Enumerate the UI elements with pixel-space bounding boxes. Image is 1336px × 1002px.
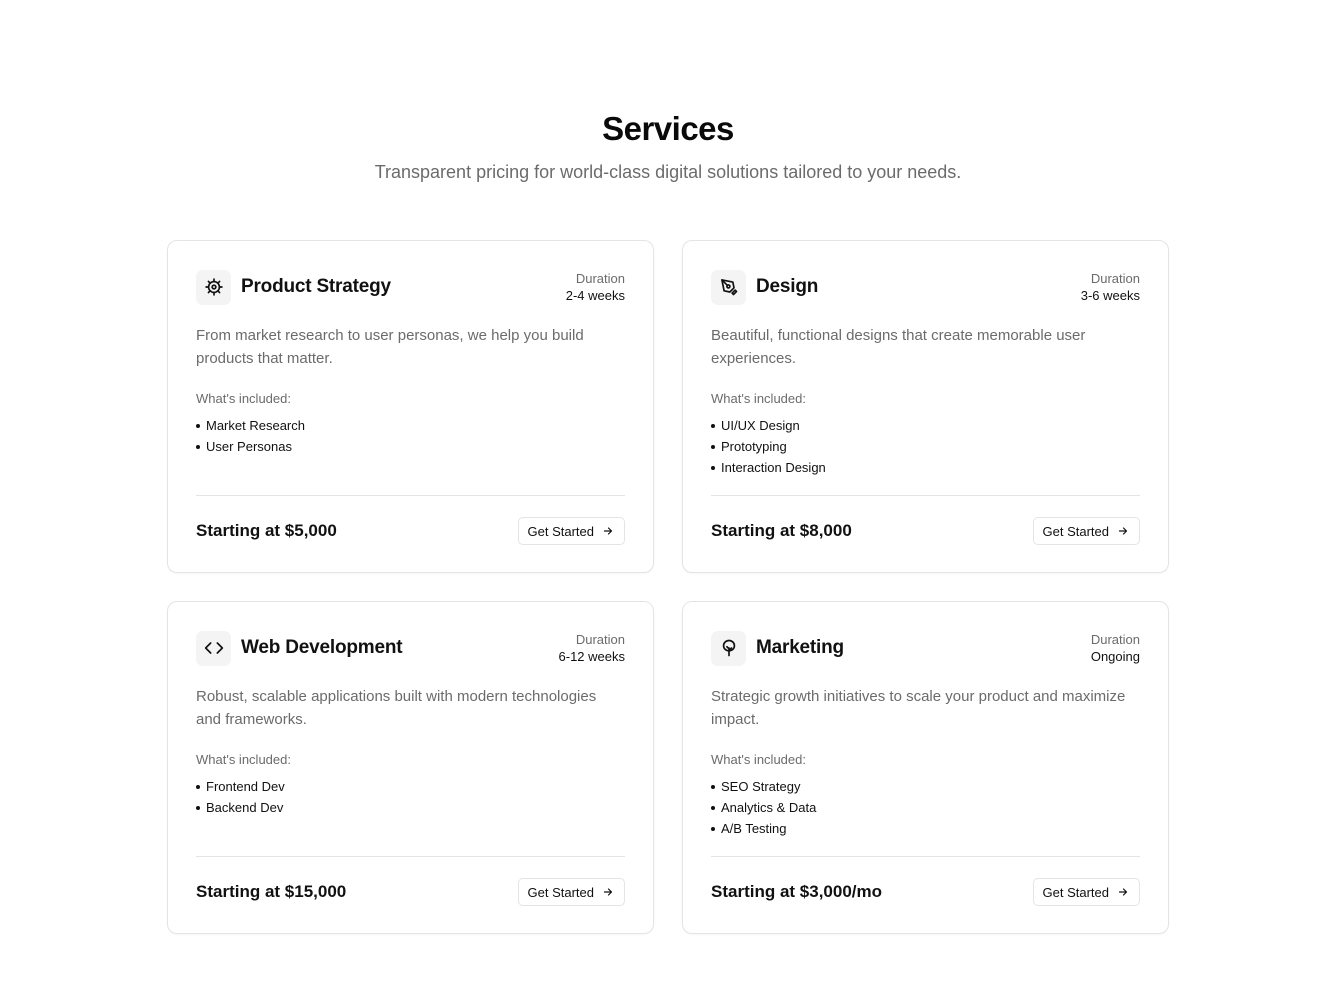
card-header <box>711 630 1140 666</box>
card-title: Marketing <box>756 637 844 658</box>
get-started-button[interactable] <box>1033 878 1140 906</box>
get-started-button[interactable] <box>518 517 625 545</box>
duration-block <box>1081 270 1140 304</box>
card-description: From market research to user personas, we help you build products that matter. <box>196 327 584 367</box>
feature-list <box>196 415 305 457</box>
duration-value: 3-6 weeks <box>1080 288 1140 303</box>
price: Starting at $15,000 <box>196 882 347 901</box>
card-footer <box>711 878 1140 906</box>
card-footer <box>196 878 625 906</box>
card-footer <box>711 517 1140 545</box>
price: Starting at $8,000 <box>711 521 852 540</box>
services-grid <box>167 240 1169 934</box>
arrow-right-icon <box>1117 886 1129 898</box>
service-card-marketing <box>682 601 1169 934</box>
duration-block <box>566 270 625 304</box>
gear-icon <box>196 270 231 305</box>
card-title: Design <box>756 276 819 297</box>
services-header <box>0 108 1336 184</box>
card-header <box>711 269 1140 305</box>
button-label: Get Started <box>1042 884 1109 900</box>
card-header <box>196 269 625 305</box>
sprout-icon <box>711 631 746 666</box>
card-title-group <box>711 270 818 305</box>
card-title: Product Strategy <box>241 276 391 297</box>
feature-item: Frontend Dev <box>196 776 285 797</box>
feature-item: Prototyping <box>711 436 826 457</box>
included-label: What's included: <box>711 391 806 406</box>
divider <box>711 495 1140 496</box>
feature-item: UI/UX Design <box>711 415 826 436</box>
feature-item: Interaction Design <box>711 457 826 478</box>
feature-item: A/B Testing <box>711 818 816 839</box>
service-card-web-development <box>167 601 654 934</box>
service-card-product-strategy <box>167 240 654 573</box>
feature-item: Backend Dev <box>196 797 285 818</box>
duration-value: Ongoing <box>1090 649 1140 664</box>
card-description: Beautiful, functional designs that create memorable user experiences. <box>711 327 1086 367</box>
get-started-button[interactable] <box>518 878 625 906</box>
duration-value: 2-4 weeks <box>565 288 625 303</box>
card-footer <box>196 517 625 545</box>
divider <box>196 856 625 857</box>
duration-label: Duration <box>1090 632 1140 647</box>
included-label: What's included: <box>196 752 291 767</box>
duration-block <box>1091 631 1140 665</box>
included-label: What's included: <box>711 752 806 767</box>
divider <box>711 856 1140 857</box>
arrow-right-icon <box>1117 525 1129 537</box>
card-header <box>196 630 625 666</box>
page-title: Services <box>602 110 734 147</box>
button-label: Get Started <box>527 523 594 539</box>
feature-list <box>711 415 826 478</box>
card-title-group <box>711 631 844 666</box>
feature-list <box>196 776 285 818</box>
button-label: Get Started <box>527 884 594 900</box>
code-icon <box>196 631 231 666</box>
feature-item: SEO Strategy <box>711 776 816 797</box>
card-title-group <box>196 631 402 666</box>
divider <box>196 495 625 496</box>
service-card-design <box>682 240 1169 573</box>
page-subtitle: Transparent pricing for world-class digital solutions tailored to your needs. <box>374 162 962 182</box>
duration-label: Duration <box>575 632 625 647</box>
arrow-right-icon <box>602 525 614 537</box>
feature-item: Market Research <box>196 415 305 436</box>
price: Starting at $5,000 <box>196 521 337 540</box>
price: Starting at $3,000/mo <box>711 882 883 901</box>
card-title: Web Development <box>241 637 403 658</box>
pen-tool-icon <box>711 270 746 305</box>
duration-label: Duration <box>1090 271 1140 286</box>
feature-item: Analytics & Data <box>711 797 816 818</box>
duration-label: Duration <box>575 271 625 286</box>
card-description: Strategic growth initiatives to scale your product and maximize impact. <box>711 688 1126 728</box>
card-title-group <box>196 270 391 305</box>
arrow-right-icon <box>602 886 614 898</box>
duration-block <box>559 631 625 665</box>
feature-list <box>711 776 816 839</box>
card-description: Robust, scalable applications built with modern technologies and frameworks. <box>196 688 597 728</box>
included-label: What's included: <box>196 391 291 406</box>
button-label: Get Started <box>1042 523 1109 539</box>
get-started-button[interactable] <box>1033 517 1140 545</box>
feature-item: User Personas <box>196 436 305 457</box>
duration-value: 6-12 weeks <box>558 649 625 664</box>
